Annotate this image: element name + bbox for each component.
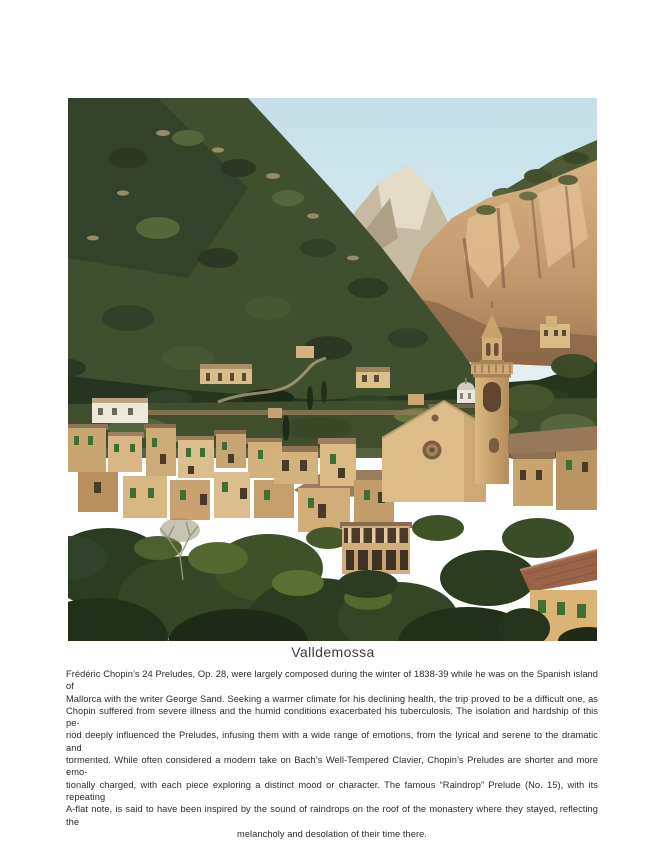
- valldemossa-illustration: [68, 98, 597, 641]
- body-paragraph: [66, 668, 598, 840]
- paragraph-line: A-flat note, is said to have been inspired by the sound of raindrops on the roof of the monastery where they stayed, reflecting the: [66, 804, 598, 827]
- paragraph-line: tionally charged, with each piece exploring a distinct mood or character. The famous “Raindrop” Prelude (No. 15), with its repeating: [66, 779, 598, 802]
- photo-valldemossa: [68, 98, 597, 641]
- photo-caption: Valldemossa: [291, 644, 375, 660]
- paragraph-line: tormented. While often considered a modern take on Bach’s Well-Tempered Clavier, Chopin’s Preludes are shorter and more emo-: [66, 755, 598, 778]
- paragraph-line: riod deeply influenced the Preludes, infusing them with a wide range of emotions, from the lyrical and serene to the dramatic and: [66, 730, 598, 753]
- foreground-trees: [68, 515, 574, 641]
- village-houses: [68, 424, 404, 532]
- paragraph-line: melancholy and desolation of their time there.: [237, 828, 427, 839]
- paragraph-line: Chopin suffered from severe illness and the humid conditions exacerbated his tuberculosis. The isolation and hardship of this pe-: [66, 705, 598, 729]
- paragraph-line: Mallorca with the writer George Sand. Seeking a warmer climate for his declining health, the trip proved to be a difficult one, as: [66, 693, 598, 704]
- paragraph-line: Frédéric Chopin’s 24 Preludes, Op. 28, were largely composed during the winter of 1838-39 while he was on the Spanish island of: [66, 669, 598, 692]
